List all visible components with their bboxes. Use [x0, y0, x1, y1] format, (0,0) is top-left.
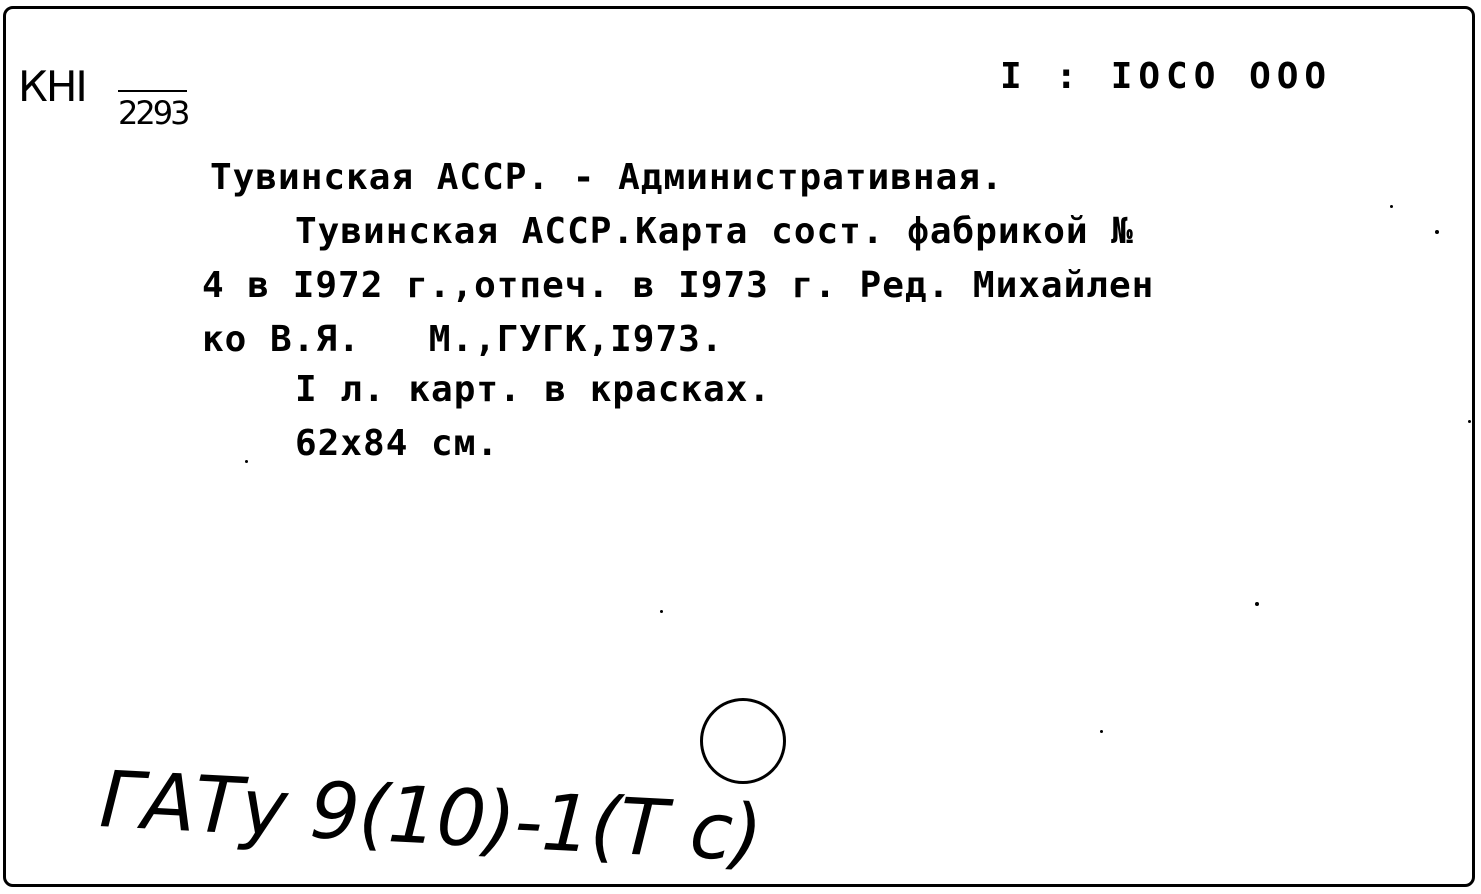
speck [660, 610, 663, 613]
call-number-sub: 2293 [118, 90, 187, 132]
speck [1390, 205, 1393, 208]
shelf-mark: ГАТу 9(10)-1(Т c) [97, 755, 764, 880]
map-scale: I : IOCO OOO [1000, 56, 1333, 97]
speck [1468, 420, 1471, 423]
speck [1255, 602, 1259, 606]
card-line-title: Тувинская АССР. - Административная. [210, 157, 1004, 198]
speck [245, 460, 248, 463]
call-number: КНІ [18, 62, 86, 111]
card-line-description: Тувинская АССР.Карта сост. фабрикой № [295, 211, 1134, 252]
speck [1100, 730, 1103, 733]
card-line-dimensions: 62x84 см. [295, 423, 500, 464]
circle-mark [700, 698, 786, 784]
card-line-publisher: ко В.Я. М.,ГУГК,I973. [202, 319, 724, 360]
card-line-extent: I л. карт. в красках. [295, 369, 772, 410]
speck [1435, 230, 1439, 234]
card-line-description-cont: 4 в I972 г.,отпеч. в I973 г. Ред. Михайлен [202, 265, 1155, 306]
